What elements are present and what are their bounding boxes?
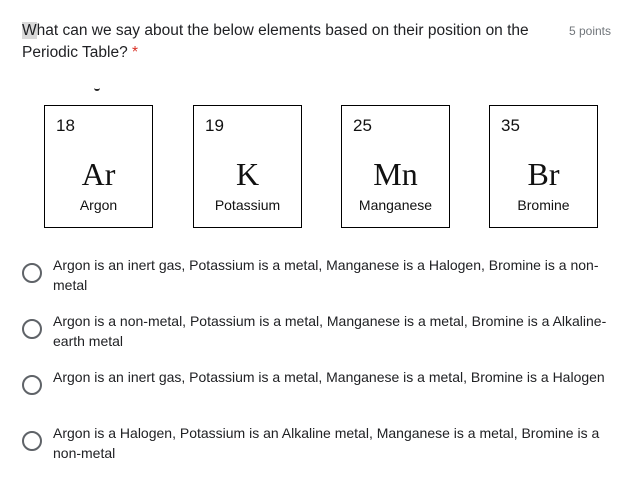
- element-card-potassium: [193, 105, 302, 228]
- element-name: Manganese: [358, 197, 433, 213]
- element-name: Potassium: [214, 197, 281, 213]
- atomic-number: 18: [56, 116, 75, 135]
- element-symbol: K: [235, 156, 260, 192]
- stray-mark: [94, 88, 100, 91]
- atomic-number: 19: [205, 116, 224, 135]
- points-label: 5 points: [568, 24, 611, 38]
- required-asterisk: *: [132, 44, 139, 61]
- element-card-argon: [44, 105, 153, 228]
- question-first-letter: W: [22, 22, 37, 39]
- option-label[interactable]: Argon is an inert gas, Potassium is a metal, Manganese is a metal, Bromine is a Halogen: [53, 369, 605, 385]
- question-text-rest: hat can we say about the below elements based on their position on the Periodic Table?: [22, 22, 529, 61]
- radio-button[interactable]: [22, 375, 42, 395]
- option-label[interactable]: Argon is an inert gas, Potassium is a metal, Manganese is a Halogen, Bromine is a non-metal: [53, 257, 599, 293]
- element-symbol: Ar: [81, 156, 116, 192]
- element-symbol: Br: [527, 156, 560, 192]
- element-name: Bromine: [517, 197, 570, 213]
- radio-button[interactable]: [22, 431, 42, 451]
- element-card-bromine: [489, 105, 598, 228]
- atomic-number: 35: [501, 116, 520, 135]
- answer-option[interactable]: [22, 257, 612, 301]
- question-text: [22, 20, 582, 64]
- answer-option[interactable]: [22, 425, 612, 469]
- answer-option[interactable]: [22, 313, 612, 357]
- element-name: Argon: [79, 197, 118, 213]
- element-card-manganese: [341, 105, 450, 228]
- option-label[interactable]: Argon is a Halogen, Potassium is an Alkaline metal, Manganese is a metal, Bromine is a non-metal: [53, 425, 600, 461]
- answer-option[interactable]: [22, 369, 612, 413]
- radio-button[interactable]: [22, 263, 42, 283]
- radio-button[interactable]: [22, 319, 42, 339]
- atomic-number: 25: [353, 116, 372, 135]
- element-symbol: Mn: [373, 156, 418, 192]
- option-label[interactable]: Argon is a non-metal, Potassium is a metal, Manganese is a metal, Bromine is a Alkaline-earth metal: [53, 313, 607, 349]
